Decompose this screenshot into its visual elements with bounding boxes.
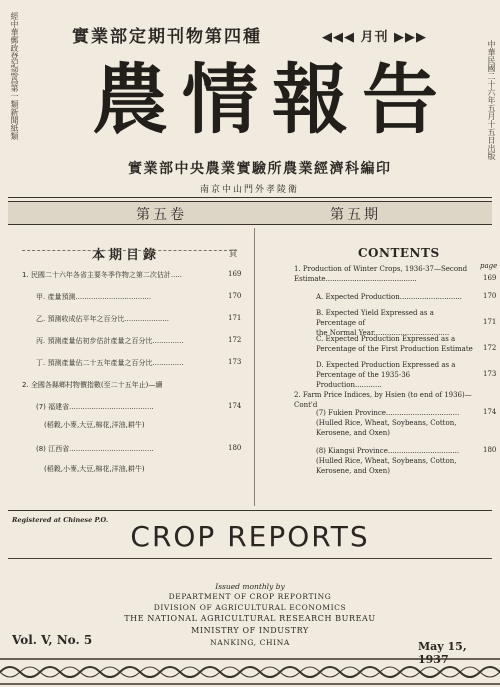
publisher-cn: 實業部中央農業實驗所農業經濟科編印	[128, 161, 392, 177]
issued-line: Issued monthly by	[215, 582, 285, 591]
monthly-label-cn: ◀◀◀ 月刊 ▶▶▶	[322, 30, 428, 45]
registered-note: Registered at Chinese P.O.	[12, 516, 109, 524]
toc-cn-item-2: 2. 全國各縣鄉村物價指數(至二十五年止)—續	[22, 381, 163, 389]
toc-en-item-1: 1. Production of Winter Crops, 1936-37—Second Estimate.........................................	[294, 265, 468, 283]
toc-en-page-1d: 173	[483, 370, 497, 378]
toc-en-item-1b: B. Expected Yield Expressed as a Percentage of the Normal Year..................................	[316, 309, 450, 337]
dept-line: DEPARTMENT OF CROP REPORTING	[168, 592, 332, 601]
toc-en-page-1b: 171	[483, 318, 497, 326]
divider-top	[8, 197, 492, 198]
contents-cn-title: 本期目錄	[92, 248, 161, 263]
crop-reports-title: CROP REPORTS	[130, 520, 370, 553]
toc-en-page-1a: 170	[483, 292, 497, 300]
postal-registration-text: 經中華郵政登記認爲第一類新聞紙類	[10, 12, 19, 140]
city-line: NANKING, CHINA	[210, 638, 290, 647]
toc-en-page-2-7: 174	[483, 408, 497, 416]
toc-cn-item-1c: 丙. 預測產量佔初步估計產量之百分比..............	[36, 337, 184, 345]
series-line: 實業部定期刊物第四種	[72, 27, 262, 47]
toc-en-page-1c: 172	[483, 344, 497, 352]
decorative-border	[0, 656, 500, 687]
toc-cn-item-2-8: (8) 江西省......................................	[36, 445, 154, 453]
volume-bar	[8, 201, 492, 225]
divider-lower	[8, 510, 492, 511]
toc-en-page-2-8: 180	[483, 446, 497, 454]
divider-title	[8, 558, 492, 559]
contents-en-page-label: page	[480, 262, 498, 270]
toc-cn-page-1: 169	[228, 270, 242, 278]
publication-date-cn: 中華民國二十六年五月十五日出版	[487, 40, 496, 160]
toc-en-item-2-8: (8) Kiangsi Province................................ (Hulled Rice, Wheat, Soybeans, Cotton, Kerosene, and Oxen)	[316, 447, 460, 475]
toc-cn-page-1b: 171	[228, 314, 242, 322]
toc-en-item-2: 2. Farm Price Indices, by Hsien (to end of 1936)—Cont'd	[294, 391, 472, 409]
address-cn: 南京中山門外孝陵衛	[200, 185, 300, 195]
toc-cn-item-2-7: (7) 福建省......................................	[36, 403, 154, 411]
column-divider	[254, 228, 255, 506]
toc-en-item-1a: A. Expected Production............................	[316, 293, 463, 301]
contents-en-title: CONTENTS	[358, 246, 440, 260]
masthead-title: 農情報告	[92, 55, 452, 144]
toc-cn-item-1: 1. 民國二十六年各省主要冬季作物之第二次估計.....	[22, 271, 183, 279]
issue-cn: 第五期	[330, 207, 381, 223]
toc-en-item-1c: C. Expected Production Expressed as a Percentage of the First Production Estimate	[316, 335, 473, 353]
toc-cn-item-1b: 乙. 預測收成佔平年之百分比....................	[36, 315, 169, 323]
toc-en-item-1d: D. Expected Production Expressed as a Percentage of the 1935-36 Production............	[316, 361, 456, 389]
toc-cn-item-2-8-note: (稻穀,小麥,大豆,棉花,洋油,耕牛)	[44, 465, 145, 473]
division-line: DIVISION OF AGRICULTURAL ECONOMICS	[153, 603, 347, 612]
issue-date-en: May 15, 1937	[418, 640, 467, 666]
contents-cn-rule	[22, 250, 237, 251]
volume-number-en: Vol. V, No. 5	[12, 633, 93, 647]
toc-cn-page-2-7: 174	[228, 402, 242, 410]
ministry-line: MINISTRY OF INDUSTRY	[191, 626, 309, 635]
toc-cn-page-1d: 173	[228, 358, 242, 366]
toc-cn-item-1d: 丁. 預測產量佔二十五年產量之百分比..............	[36, 359, 184, 367]
contents-cn-page-label: 頁	[229, 249, 237, 258]
toc-en-item-2-7: (7) Fukien Province................................. (Hulled Rice, Wheat, Soybeans, Cotton, Kerosene, and Oxen)	[316, 409, 460, 437]
bureau-line: THE NATIONAL AGRICULTURAL RESEARCH BUREAU	[124, 614, 376, 623]
volume-cn: 第五卷	[136, 207, 187, 223]
toc-cn-page-2-8: 180	[228, 444, 242, 452]
toc-en-page-1: 169	[483, 274, 497, 282]
toc-cn-page-1a: 170	[228, 292, 242, 300]
toc-cn-item-1a: 甲. 產量預測..................................	[36, 293, 152, 301]
toc-cn-item-2-7-note: (稻穀,小麥,大豆,棉花,洋油,耕牛)	[44, 421, 145, 429]
toc-cn-page-1c: 172	[228, 336, 242, 344]
